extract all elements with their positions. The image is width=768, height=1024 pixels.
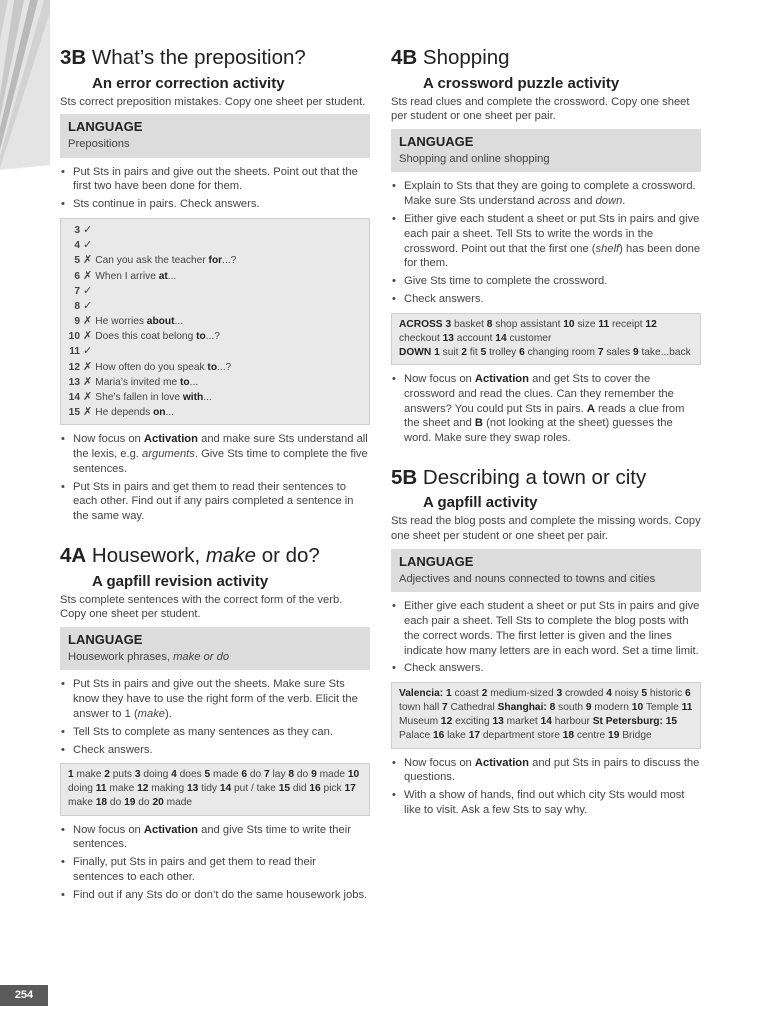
answer-word: Museum [399, 716, 441, 728]
answer-word: basket [453, 318, 487, 330]
language-topic: Adjectives and nouns connected to towns and cities [399, 572, 656, 585]
answer-line [68, 360, 362, 375]
answer-word: town hall [399, 702, 443, 714]
answer-line [68, 253, 362, 268]
answer-mark: ✗ [83, 254, 96, 267]
instruction-list [391, 372, 701, 446]
section-intro: Sts read clues and complete the crossword. Copy one sheet per student or one sheet per pair. [391, 95, 690, 123]
answer-word: made [319, 769, 348, 781]
section-title: 4A Housework, make or do? [60, 543, 320, 567]
answer-number: 3 [445, 318, 454, 330]
answer-text: ... [174, 316, 184, 328]
answer-number: 17 [468, 730, 483, 742]
decorative-corner-stripes [0, 0, 50, 170]
instruction-item: • Now focus on Activation and get Sts to cover the crossword and read the clues. Can they remember the answers? You could put Sts in pairs. A reads a clue from the sheet and B (not looking at the sheet) guesses the word. Make sure they swap roles. [391, 372, 701, 446]
answer-number: 2 [104, 769, 113, 781]
answer-word: make [76, 769, 105, 781]
instruction-item: • Tell Sts to complete as many sentences as they can. [60, 725, 370, 740]
answer-number: 18 [562, 730, 577, 742]
answer-word: noisy [614, 688, 642, 700]
answer-word: exciting [455, 716, 493, 728]
answer-line [68, 299, 362, 314]
answer-number: 4 [171, 769, 180, 781]
instruction-item: • Either give each student a sheet or put Sts in pairs and give each pair a sheet. Tell Sts to write the words in the crossword. Point out that the first one (shelf) has been done for them. [391, 212, 701, 271]
answer-number: 3 [556, 688, 565, 700]
answer-preposition: with [182, 391, 204, 403]
answer-number: 9 [311, 769, 320, 781]
answer-text: She’s fallen in love [95, 391, 183, 403]
answer-line [68, 344, 362, 359]
answer-number: 13 [492, 716, 507, 728]
language-heading: LANGUAGE [399, 134, 474, 150]
answer-number: 8 [549, 702, 559, 714]
instruction-list [60, 165, 370, 212]
answer-number: 10 [563, 318, 578, 330]
language-heading: LANGUAGE [399, 553, 474, 569]
answer-text: ...? [217, 361, 232, 373]
section-subtitle: An error correction activity [92, 74, 285, 92]
answer-word: changing room [527, 346, 598, 358]
down-label: DOWN [399, 346, 432, 358]
answer-word: made [213, 769, 242, 781]
answer-number: 19 [124, 797, 139, 809]
answer-number: 11 [69, 346, 80, 358]
section-title-text: Describing a town or city [422, 465, 647, 489]
answer-number: 13 [68, 376, 80, 388]
answer-number: 5 [204, 769, 214, 781]
instruction-item: • Finally, put Sts in pairs and get them to read their sentences to each other. [60, 855, 370, 885]
language-topic: Prepositions [68, 137, 130, 150]
instruction-item: • Check answers. [391, 661, 701, 676]
page-number: 254 [0, 985, 48, 1006]
answer-number: 7 [74, 285, 80, 297]
answer-preposition: to [207, 361, 218, 373]
answer-text: How often do you speak [95, 361, 208, 373]
instruction-item: • Check answers. [60, 743, 370, 758]
answer-word: lake [447, 730, 469, 742]
answer-number: 18 [95, 797, 110, 809]
answer-number: 6 [241, 769, 250, 781]
answer-word: lay [272, 769, 289, 781]
answer-word: do [296, 769, 312, 781]
section-intro: Sts read the blog posts and complete the missing words. Copy one sheet per student or one sheet per pair. [391, 515, 701, 543]
instruction-item: • Explain to Sts that they are going to complete a crossword. Make sure Sts understand across and down. [391, 179, 701, 209]
answer-number: 7 [597, 346, 607, 358]
instruction-item: • Sts continue in pairs. Check answers. [60, 197, 370, 212]
section-title [391, 46, 701, 70]
answer-number: 14 [68, 391, 80, 403]
answer-word: do [109, 797, 125, 809]
answer-number: 1 [446, 688, 455, 700]
answer-number: 9 [585, 702, 595, 714]
instruction-list [60, 677, 370, 757]
section-4b [391, 46, 701, 446]
answer-word: made [166, 797, 193, 809]
language-heading: LANGUAGE [68, 632, 143, 648]
answer-word: sales [606, 346, 633, 358]
answer-number: 17 [344, 783, 356, 795]
answer-word: coast [454, 688, 482, 700]
answer-word: tidy [201, 783, 220, 795]
answer-word: account [456, 332, 496, 344]
instruction-list [391, 756, 701, 818]
answer-text: ... [189, 376, 199, 388]
answer-word: harbour [554, 716, 593, 728]
answer-word: make [109, 783, 138, 795]
answer-number: 8 [486, 318, 496, 330]
answer-number: 12 [645, 318, 657, 330]
answer-word: do [138, 797, 153, 809]
answer-word: doing [68, 783, 96, 795]
answer-key-box [60, 763, 370, 815]
answer-word: Cathedral [450, 702, 498, 714]
answer-number: 15 [68, 407, 80, 419]
section-title [391, 466, 701, 490]
answer-number: 1 [434, 346, 443, 358]
instruction-list [391, 179, 701, 306]
answer-number: 6 [685, 688, 691, 700]
answer-number: 10 [631, 702, 646, 714]
answer-number: 9 [632, 346, 642, 358]
answer-word: department store [482, 730, 563, 742]
answer-number: 12 [137, 783, 152, 795]
answer-number: 3 [74, 225, 80, 237]
section-number: 4B [391, 46, 418, 69]
answer-mark: ✗ [83, 330, 96, 343]
answer-preposition: at [158, 270, 168, 282]
answer-number: 8 [74, 300, 80, 312]
answer-word: market [506, 716, 541, 728]
answer-mark: ✓ [83, 345, 93, 358]
answer-word: south [558, 702, 586, 714]
instruction-item: • Find out if any Sts do or don’t do the same housework jobs. [60, 888, 370, 903]
language-box [391, 129, 701, 172]
answer-text: ...? [222, 255, 237, 267]
answer-number: 6 [519, 346, 528, 358]
answer-word: historic [649, 688, 686, 700]
answer-line [68, 238, 362, 253]
answer-line [68, 284, 362, 299]
answer-word: Palace [399, 730, 433, 742]
answer-mark: ✗ [83, 375, 96, 388]
answer-number: 12 [440, 716, 456, 728]
section-title-text: What’s the preposition? [91, 46, 306, 69]
answer-number: 11 [681, 702, 693, 714]
answer-key-box [391, 682, 701, 748]
answer-number: 2 [461, 346, 470, 358]
answer-number: 10 [347, 769, 360, 781]
answer-line [68, 314, 362, 329]
answer-number: 2 [481, 688, 491, 700]
left-column [60, 46, 370, 908]
language-topic: Housework phrases, make or do [68, 650, 230, 663]
answer-word: pick [323, 783, 345, 795]
answer-number: 5 [480, 346, 490, 358]
section-intro: Sts complete sentences with the correct form of the verb. Copy one sheet per student. [60, 593, 343, 621]
answer-word: fit [469, 346, 481, 358]
answer-word: customer [509, 332, 552, 344]
answer-text: Maria’s invited me [95, 376, 181, 388]
section-title [60, 46, 370, 70]
answer-number: 10 [68, 331, 80, 343]
answer-mark: ✗ [83, 390, 96, 403]
answer-mark: ✗ [83, 406, 96, 419]
answer-number: 14 [219, 783, 234, 795]
language-box [60, 114, 370, 157]
answer-word: trolley [489, 346, 520, 358]
answer-preposition: on [153, 407, 166, 419]
answer-text: ... [165, 407, 175, 419]
answer-number: 13 [186, 783, 202, 795]
answer-number: 16 [432, 730, 448, 742]
instruction-list [60, 823, 370, 903]
answer-text: He worries [95, 316, 147, 328]
answer-mark: ✓ [83, 224, 93, 237]
answer-number: 13 [442, 332, 457, 344]
answer-word: checkout [399, 332, 443, 344]
answer-mark: ✓ [83, 239, 93, 252]
answer-word: take...back [641, 346, 691, 358]
answer-number: 20 [152, 797, 167, 809]
across-label: ACROSS [399, 318, 443, 330]
answer-number: 15 [278, 783, 293, 795]
answer-number: 4 [74, 240, 80, 252]
answer-number: 16 [309, 783, 324, 795]
instruction-item: • Give Sts time to complete the crossword. [391, 274, 701, 289]
answer-line [68, 223, 362, 238]
answer-text: When I arrive [95, 270, 159, 282]
city-label: Shanghai: [497, 702, 550, 714]
answer-word: centre [576, 730, 609, 742]
instruction-item: • Put Sts in pairs and get them to read their sentences to each other. Find out if any pairs completed a sentence in the same way. [60, 480, 370, 524]
instruction-item: • Now focus on Activation and put Sts in pairs to discuss the questions. [391, 756, 701, 786]
answer-preposition: to [180, 376, 190, 388]
answer-number: 6 [74, 270, 80, 282]
answer-key-box [391, 313, 701, 365]
answer-word: receipt [612, 318, 646, 330]
language-box [391, 549, 701, 592]
instruction-item: • Now focus on Activation and give Sts time to write their sentences. [60, 823, 370, 853]
answer-number: 14 [495, 332, 510, 344]
answer-number: 19 [608, 730, 623, 742]
answer-line [68, 405, 362, 420]
answer-number: 9 [74, 316, 80, 328]
instruction-item: • Put Sts in pairs and give out the sheets. Point out that the first two have been done for them. [60, 165, 370, 195]
instruction-item: • Now focus on Activation and make sure Sts understand all the lexis, e.g. arguments. Give Sts time to complete the five sentences. [60, 432, 370, 476]
answer-word: modern [594, 702, 632, 714]
answer-mark: ✗ [83, 269, 96, 282]
answer-mark: ✗ [83, 360, 96, 373]
answer-word: puts [112, 769, 135, 781]
answer-word: Bridge [622, 730, 652, 742]
answer-word: Temple [645, 702, 682, 714]
answer-word: shop assistant [495, 318, 564, 330]
answer-word: medium-sized [490, 688, 557, 700]
answer-word: crowded [564, 688, 607, 700]
answer-key-box [60, 218, 370, 425]
answer-line [68, 375, 362, 390]
instruction-list [391, 599, 701, 676]
answer-number: 7 [442, 702, 451, 714]
answer-word: put / take [234, 783, 279, 795]
answer-text: He depends [95, 407, 154, 419]
section-subtitle: A crossword puzzle activity [423, 74, 620, 92]
answer-mark: ✓ [83, 299, 93, 312]
answer-number: 7 [264, 769, 273, 781]
answer-number: 5 [74, 255, 80, 267]
answer-text: ...? [205, 331, 220, 343]
section-number: 4A [60, 543, 87, 567]
answer-mark: ✗ [83, 315, 96, 328]
answer-word: do [249, 769, 265, 781]
answer-line [68, 329, 362, 344]
answer-word: did [292, 783, 310, 795]
answer-word: doing [143, 769, 172, 781]
answer-number: 8 [288, 769, 297, 781]
answer-number: 1 [68, 769, 77, 781]
answer-number: 11 [95, 783, 110, 795]
answer-preposition: to [196, 331, 206, 343]
section-title-text: Shopping [422, 46, 510, 69]
section-intro: Sts correct preposition mistakes. Copy one sheet per student. [60, 95, 366, 108]
section-number: 5B [391, 465, 418, 489]
answer-word: does [179, 769, 205, 781]
answer-number: 11 [598, 318, 612, 330]
answer-number: 4 [606, 688, 615, 700]
answer-number: 15 [665, 716, 678, 728]
answer-text: Can you ask the teacher [95, 255, 209, 267]
answer-word: making [151, 783, 187, 795]
answer-text: ... [167, 270, 177, 282]
answer-preposition: for [208, 255, 223, 267]
right-column [391, 46, 701, 824]
answer-line [68, 390, 362, 405]
instruction-item: • With a show of hands, find out which city Sts would most like to visit. Ask a few Sts to say why. [391, 788, 701, 818]
answer-number: 3 [134, 769, 144, 781]
answer-word: make [68, 797, 96, 809]
instruction-item: • Either give each student a sheet or put Sts in pairs and give each pair a sheet. Tell Sts to complete the blog posts with the correct words. The first letter is given and the lines indicate how many letters are in each word. Set a time limit. [391, 599, 701, 658]
answer-number: 14 [540, 716, 555, 728]
section-3b [60, 46, 370, 524]
language-heading: LANGUAGE [68, 119, 143, 135]
city-label: St Petersburg: [592, 716, 666, 728]
answer-mark: ✓ [83, 284, 93, 297]
instruction-list [60, 432, 370, 524]
section-subtitle: A gapfill revision activity [92, 572, 269, 590]
answer-word: size [577, 318, 599, 330]
answer-preposition: about [146, 316, 175, 328]
instruction-item: • Put Sts in pairs and give out the sheets. Make sure Sts know they have to use the right form of the verb. Elicit the answer to 1 (make). [60, 677, 370, 721]
section-5b [391, 466, 701, 818]
answer-number: 12 [68, 361, 80, 373]
answer-text: Does this coat belong [95, 331, 197, 343]
section-subtitle: A gapfill activity [423, 494, 538, 512]
instruction-item: • Check answers. [391, 292, 701, 307]
city-label: Valencia: [399, 688, 447, 700]
answer-word: suit [442, 346, 462, 358]
language-box [60, 627, 370, 670]
section-number: 3B [60, 46, 87, 69]
section-4a [60, 544, 370, 903]
language-topic: Shopping and online shopping [399, 152, 550, 165]
answer-line [68, 269, 362, 284]
down-answers [434, 347, 691, 358]
answer-number: 5 [641, 688, 650, 700]
answer-text: ... [203, 391, 212, 403]
